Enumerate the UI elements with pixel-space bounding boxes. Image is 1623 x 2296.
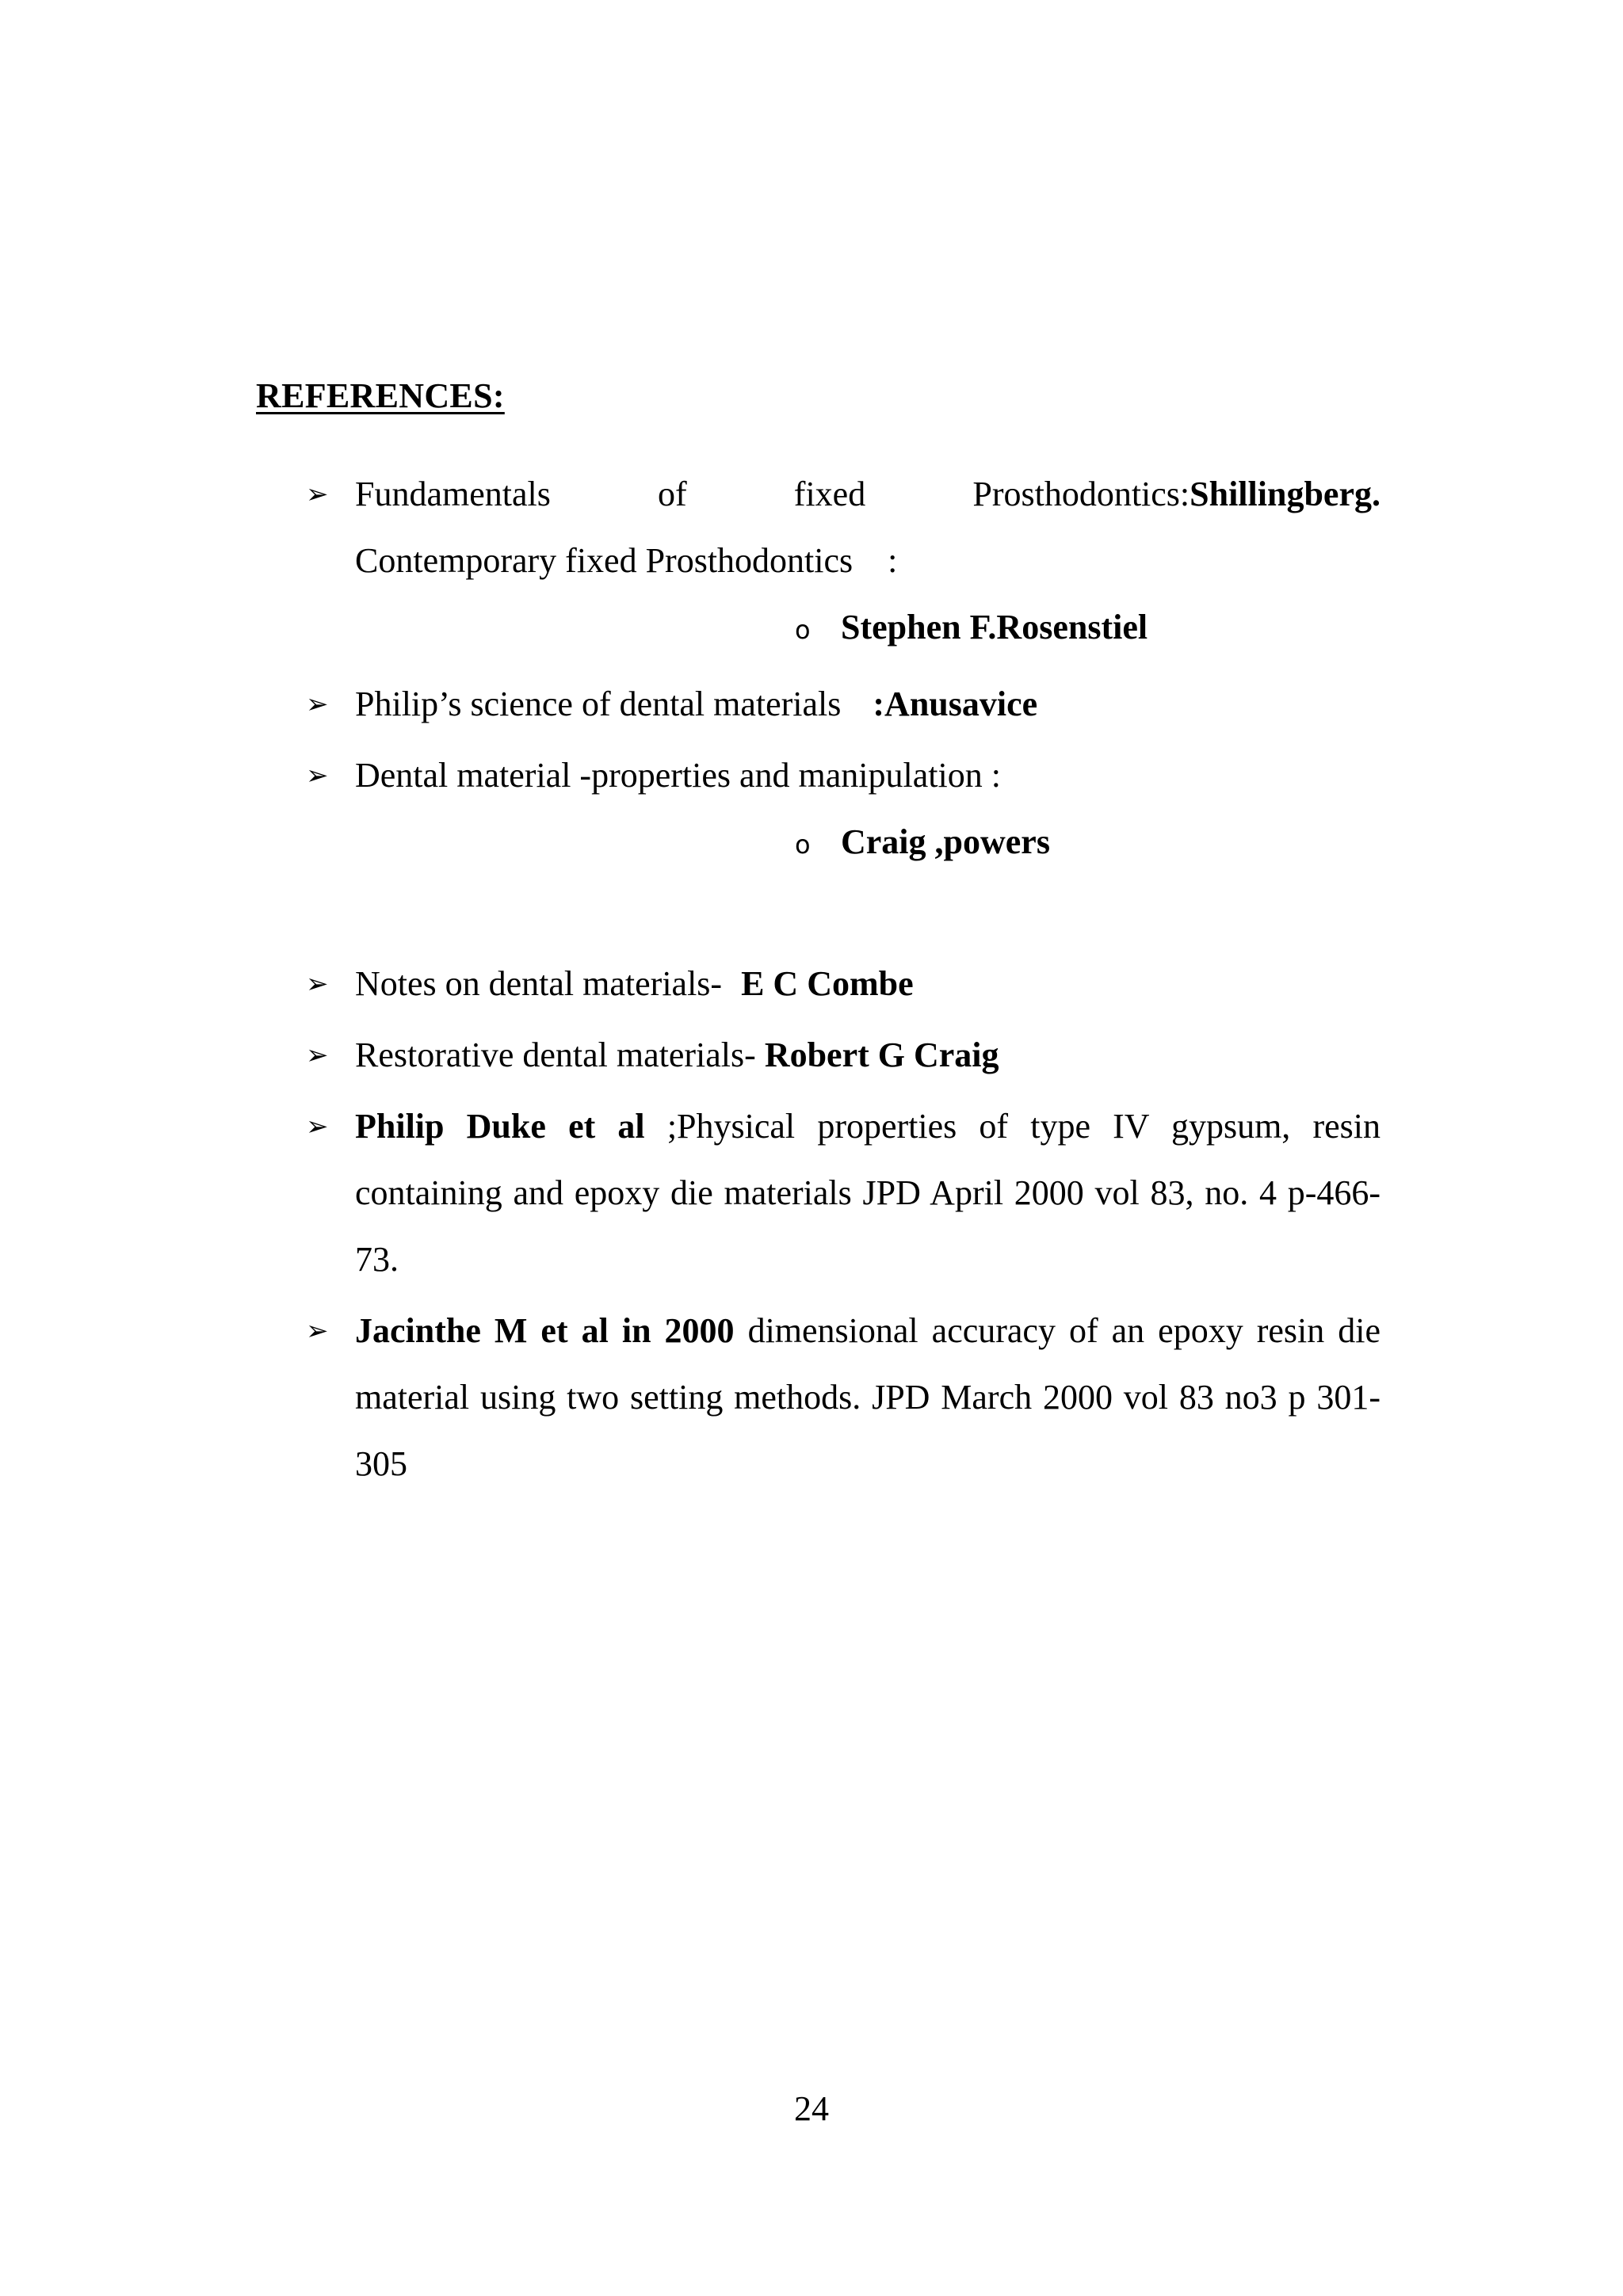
arrow-bullet-icon: ➢ — [306, 1315, 329, 1347]
reference-1-author: Shillingberg. — [1190, 475, 1381, 513]
arrow-bullet-icon: ➢ — [306, 688, 329, 720]
references-heading: REFERENCES: — [256, 376, 505, 415]
reference-1-word: Prosthodontics: — [972, 475, 1190, 513]
reference-1b-colon: : — [888, 541, 898, 580]
arrow-bullet-icon: ➢ — [306, 968, 329, 1000]
reference-4-author: E C Combe — [741, 964, 914, 1003]
reference-item-4 — [306, 951, 1381, 1017]
reference-1b-title: Contemporary fixed Prosthodontics — [355, 541, 854, 580]
reference-6-text: ;Physical properties of type IV gypsum, resin containing and epoxy die materials JPD April 2000 vol 83, no. 4 p-466-73. — [355, 1107, 1381, 1279]
reference-1-word: of — [658, 475, 687, 513]
reference-item-1 — [306, 461, 1381, 663]
reference-1-sub-item — [355, 594, 1381, 663]
arrow-bullet-icon: ➢ — [306, 760, 329, 791]
reference-1-word: fixed — [793, 475, 866, 513]
circle-bullet-icon: o — [795, 615, 811, 645]
reference-7-author: Jacinthe M et al in 2000 — [355, 1311, 735, 1350]
page-number: 24 — [794, 2089, 829, 2128]
reference-item-2 — [306, 671, 1381, 738]
reference-1-line-1 — [355, 461, 1381, 528]
reference-6-author: Philip Duke et al — [355, 1107, 645, 1146]
reference-1-title-end — [972, 461, 1381, 528]
reference-5-author: Robert G Craig — [764, 1035, 999, 1074]
reference-7-text: dimensional accuracy of an epoxy resin die material using two setting methods. JPD March 2000 vol 83 no3 p 301-305 — [355, 1311, 1381, 1483]
reference-list — [306, 461, 1381, 1497]
reference-2-author: :Anusavice — [873, 685, 1038, 723]
reference-1-line-2 — [355, 528, 1381, 594]
reference-2-title: Philip’s science of dental materials — [355, 685, 842, 723]
reference-5-title: Restorative dental materials- — [355, 1035, 756, 1074]
reference-1b-author: Stephen F.Rosenstiel — [841, 608, 1148, 646]
arrow-bullet-icon: ➢ — [306, 1039, 329, 1071]
reference-item-7 — [306, 1298, 1381, 1497]
reference-3-sub-item — [355, 809, 1381, 878]
reference-1-word: Fundamentals — [355, 475, 551, 513]
arrow-bullet-icon: ➢ — [306, 1111, 329, 1142]
reference-item-3 — [306, 742, 1381, 878]
reference-3-author: Craig ,powers — [841, 822, 1050, 861]
reference-item-5 — [306, 1022, 1381, 1089]
arrow-bullet-icon: ➢ — [306, 479, 329, 510]
reference-4-title: Notes on dental materials- — [355, 964, 723, 1003]
circle-bullet-icon: o — [795, 830, 811, 860]
reference-3-title: Dental material -properties and manipulation : — [355, 756, 1001, 795]
reference-item-6 — [306, 1093, 1381, 1293]
